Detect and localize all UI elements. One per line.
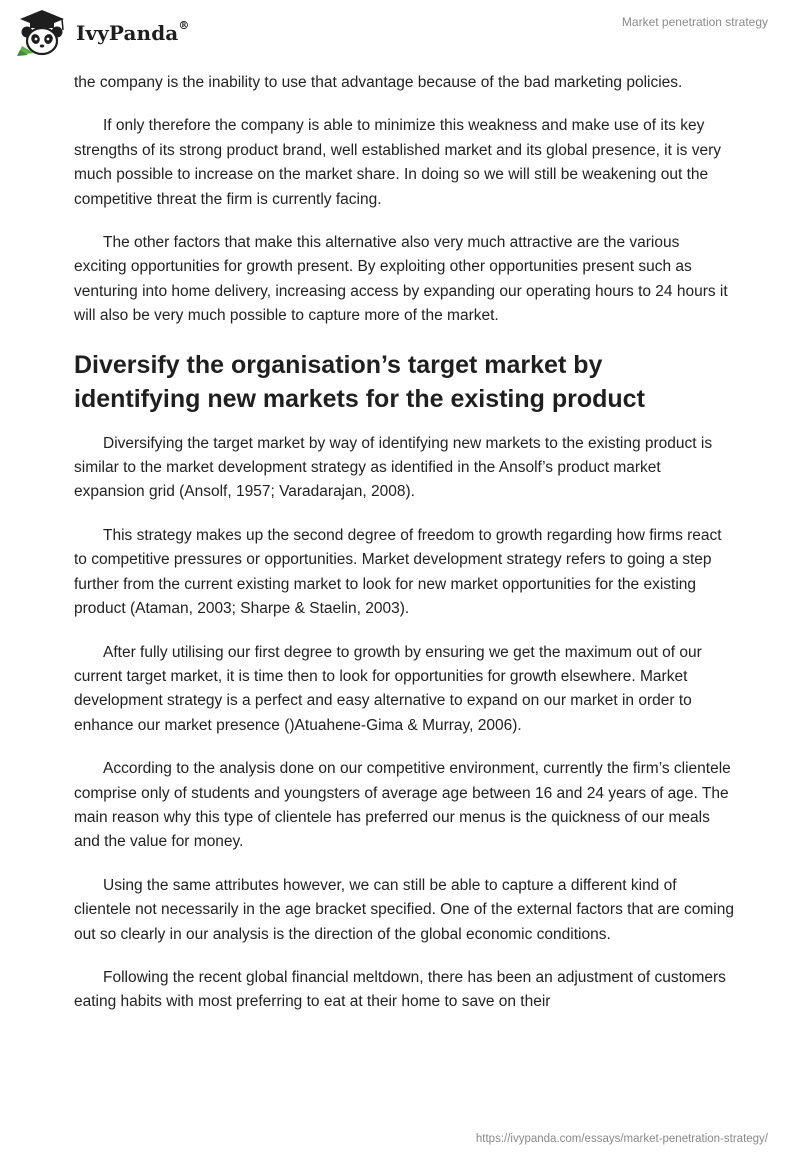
panda-graduation-cap-icon <box>14 8 70 58</box>
source-url[interactable]: https://ivypanda.com/essays/market-penetration-strategy/ <box>475 1133 768 1145</box>
paragraph: the company is the inability to use that advantage because of the bad marketing policies. <box>74 74 683 91</box>
paragraph: After fully utilising our first degree to growth by ensuring we get the maximum out of our current target market, it is time then to look for opportunities for growth elsewhere. Market development strategy is a perfect and easy alternative to expand on our market in order to enhance our market presence ()Atuahene-Gima & Murray, 2006). <box>74 643 702 734</box>
ivypanda-logo[interactable] <box>14 8 189 58</box>
paragraph: The other factors that make this alternative also very much attractive are the various exciting opportunities for growth present. By exploiting other opportunities present such as venturing into home delivery, increasing access by expanding our operating hours to 24 hours it will also be very much possible to capture more of the market. <box>74 234 728 325</box>
paragraph: Using the same attributes however, we can still be able to capture a different kind of clientele not necessarily in the age bracket specified. One of the external factors that are coming out so clearly in our analysis is the direction of the global economic conditions. <box>74 876 734 943</box>
paragraph: This strategy makes up the second degree of freedom to growth regarding how firms react to competitive pressures or opportunities. Market development strategy refers to going a step further from the current existing market to look for new market opportunities for the existing product (Ataman, 2003; Sharpe & Staelin, 2003). <box>74 526 722 618</box>
paragraph: Following the recent global financial meltdown, there has been an adjustment of customers eating habits with most preferring to eat at their home to save on their <box>74 968 726 1011</box>
running-title: Market penetration strategy <box>621 15 768 29</box>
paragraph: Diversifying the target market by way of identifying new markets to the existing product is similar to the market development strategy as identified in the Ansolf’s product market expansion grid (Ansolf, 1957; Varadarajan, 2008). <box>74 434 713 501</box>
paragraph: If only therefore the company is able to minimize this weakness and make use of its key strengths of its strong product brand, well established market and its global presence, it is very much possible to increase on the market share. In doing so we will still be weakening out the competitive threat the firm is currently facing. <box>74 117 722 208</box>
essay-content <box>74 71 734 1034</box>
paragraph: According to the analysis done on our competitive environment, currently the firm’s clientele comprise only of students and youngsters of average age between 16 and 24 years of age. The main reason why this type of clientele has preferred our menus is the quickness of our meals and the value for money. <box>74 760 731 851</box>
logo-wordmark: IvyPanda® <box>76 19 190 45</box>
section-heading: Diversify the organisation’s target market by identifying new markets for the existing product <box>74 350 645 413</box>
page-header <box>0 0 800 64</box>
